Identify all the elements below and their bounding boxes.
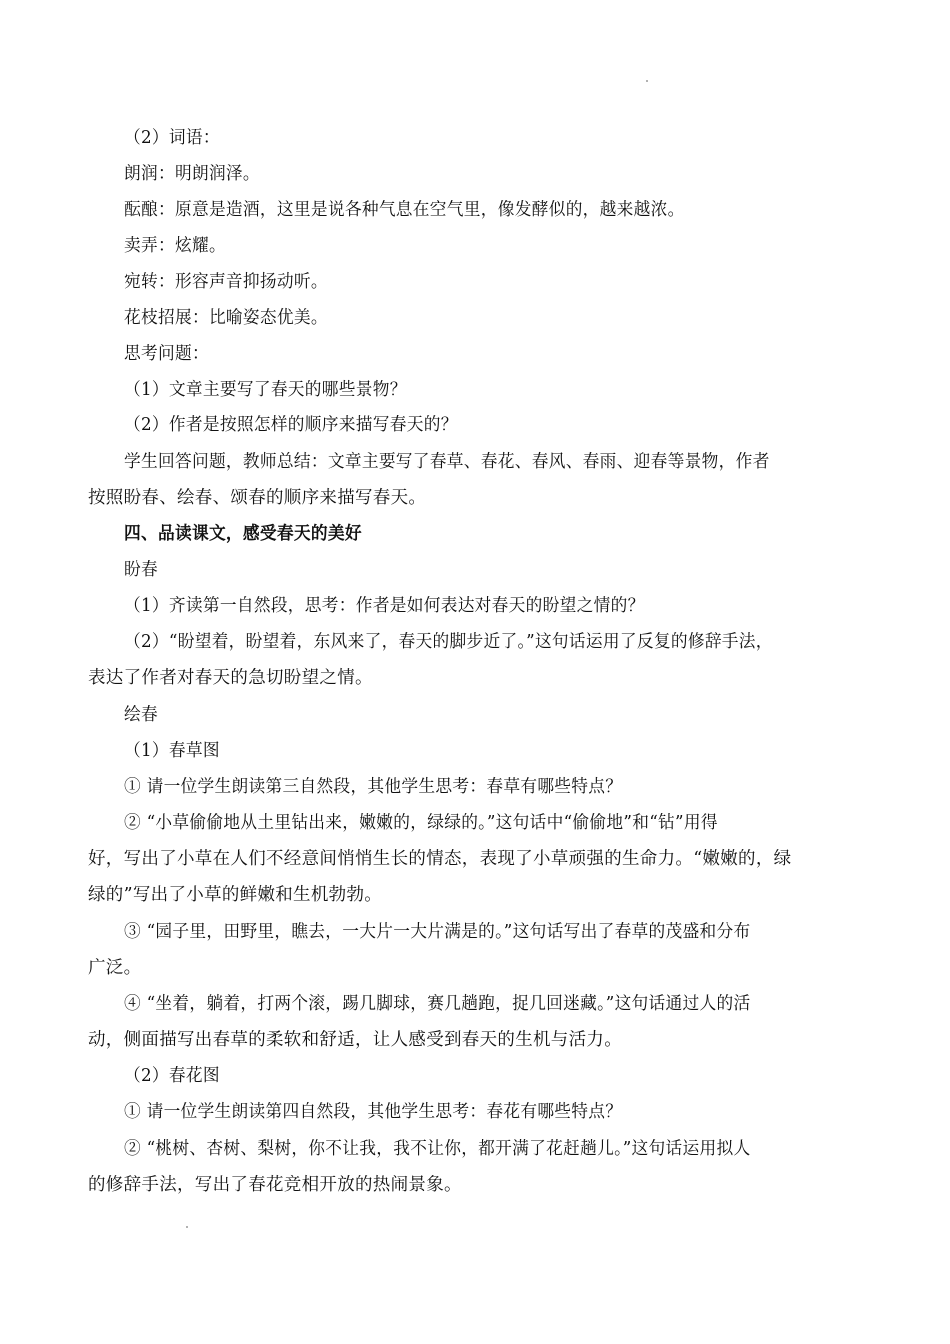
panchun-item-2: （2）“盼望着，盼望着，东风来了，春天的脚步近了。”这句话运用了反复的修辞手法， — [124, 632, 773, 652]
chuncao-item-3: ③ “园子里，田野里，瞧去，一大片一大片满是的。”这句话写出了春草的茂盛和分布 — [124, 922, 751, 942]
vocab-item-mainong: 卖弄：炫耀。 — [124, 236, 226, 256]
chuncao-item-3-cont: 广泛。 — [88, 958, 142, 978]
chuncao-item-4: ④ “坐着，躺着，打两个滚，踢几脚球，赛几趟跑，捉几回迷藏。”这句话通过人的活 — [124, 994, 751, 1014]
scan-speck — [186, 1226, 188, 1228]
subheading-panchun: 盼春 — [124, 560, 158, 580]
scan-speck — [646, 80, 648, 82]
chuncao-item-1: ① 请一位学生朗读第三自然段，其他学生思考：春草有哪些特点？ — [124, 777, 623, 797]
question-2: （2）作者是按照怎样的顺序来描写春天的？ — [124, 415, 458, 435]
subheading-huichun: 绘春 — [124, 705, 158, 725]
chuncao-heading: （1）春草图 — [124, 741, 220, 761]
section-4-heading: 四、品读课文，感受春天的美好 — [124, 524, 362, 544]
chunhua-item-2-cont: 的修辞手法，写出了春花竞相开放的热闹景象。 — [88, 1175, 462, 1195]
chunhua-item-1: ① 请一位学生朗读第四自然段，其他学生思考：春花有哪些特点？ — [124, 1102, 623, 1122]
panchun-item-2-cont: 表达了作者对春天的急切盼望之情。 — [88, 668, 373, 688]
question-1: （1）文章主要写了春天的哪些景物？ — [124, 380, 407, 400]
summary-line-2: 按照盼春、绘春、颂春的顺序来描写春天。 — [88, 488, 427, 508]
chunhua-item-2: ② “桃树、杏树、梨树，你不让我，我不让你，都开满了花赶趟儿。”这句话运用拟人 — [124, 1139, 751, 1159]
summary-line-1: 学生回答问题，教师总结：文章主要写了春草、春花、春风、春雨、迎春等景物，作者 — [124, 452, 770, 472]
chunhua-heading: （2）春花图 — [124, 1066, 220, 1086]
chuncao-item-2-cont-1: 好，写出了小草在人们不经意间悄悄生长的情态，表现了小草顽强的生命力。“嫩嫩的，绿 — [88, 849, 792, 869]
chuncao-item-2-cont-2: 绿的”写出了小草的鲜嫩和生机勃勃。 — [88, 885, 383, 905]
vocab-item-wanzhuan: 宛转：形容声音抑扬动听。 — [124, 272, 328, 292]
vocab-item-huazhi: 花枝招展：比喻姿态优美。 — [124, 308, 328, 328]
vocab-heading: （2）词语： — [124, 128, 220, 148]
vocab-item-yunniang: 酝酿：原意是造酒，这里是说各种气息在空气里，像发酵似的，越来越浓。 — [124, 200, 685, 220]
chuncao-item-2: ② “小草偷偷地从土里钻出来，嫩嫩的，绿绿的。”这句话中“偷偷地”和“钻”用得 — [124, 813, 718, 833]
panchun-item-1: （1）齐读第一自然段，思考：作者是如何表达对春天的盼望之情的？ — [124, 596, 645, 616]
chuncao-item-4-cont: 动，侧面描写出春草的柔软和舒适，让人感受到春天的生机与活力。 — [88, 1030, 622, 1050]
vocab-item-langrun: 朗润：明朗润泽。 — [124, 164, 260, 184]
questions-heading: 思考问题： — [124, 344, 209, 364]
